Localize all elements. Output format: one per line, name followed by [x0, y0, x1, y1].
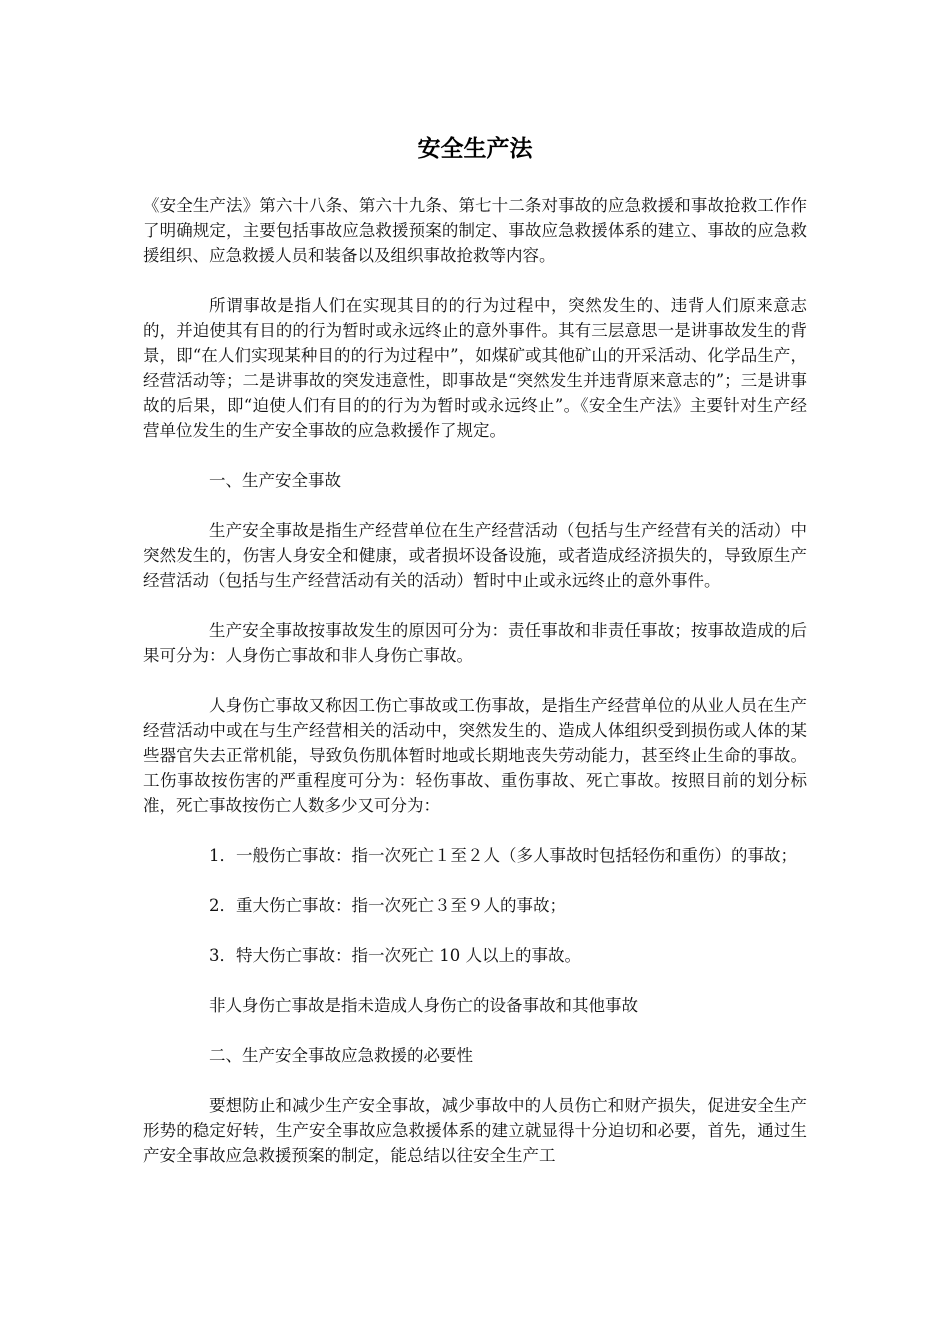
paragraph-accident-definition: 所谓事故是指人们在实现其目的的行为过程中，突然发生的、违背人们原来意志的，并迫使其有目的的行为暂时或永远终止的意外事件。其有三层意思一是讲事故发生的背景，即“在人们实现某种目的的行为过程中”，如煤矿或其他矿山的开采活动、化学品生产，经营活动等；二是讲事故的突发违意性，即事故是“突然发生并违背原来意志的”；三是讲事故的后果，即“迫使人们有目的的行为为暂时或永远终止”。《安全生产法》主要针对生产经营单位发生的生产安全事故的应急救援作了规定。 [143, 296, 807, 440]
paragraph-production-accident: 生产安全事故是指生产经营单位在生产经营活动（包括与生产经营有关的活动）中突然发生的，伤害人身安全和健康，或者损坏设备设施，或者造成经济损失的，导致原生产经营活动（包括与生产经营活动有关的活动）暂时中止或永远终止的意外事件。 [143, 521, 807, 590]
section-heading-1: 一、生产安全事故 [209, 471, 341, 490]
document-title: 安全生产法 [417, 136, 533, 162]
paragraph-classification: 生产安全事故按事故发生的原因可分为：责任事故和非责任事故；按事故造成的后果可分为：人身伤亡事故和非人身伤亡事故。 [143, 621, 807, 665]
list-item-severe: 3．特大伤亡事故：指一次死亡 10 人以上的事故。 [209, 946, 581, 965]
document-body [143, 193, 807, 1193]
paragraph-injury-accident: 人身伤亡事故又称因工伤亡事故或工伤事故，是指生产经营单位的从业人员在生产经营活动中或在与生产经营相关的活动中，突然发生的、造成人体组织受到损伤或人体的某些器官失去正常机能，导致负伤肌体暂时地或长期地丧失劳动能力，甚至终止生命的事故。工伤事故按伤害的严重程度可分为：轻伤事故、重伤事故、死亡事故。按照目前的划分标准，死亡事故按伤亡人数多少又可分为： [143, 696, 807, 815]
section-heading-2: 二、生产安全事故应急救援的必要性 [209, 1046, 473, 1065]
list-item-general: 1．一般伤亡事故：指一次死亡１至２人（多人事故时包括轻伤和重伤）的事故； [209, 846, 797, 865]
paragraph-intro: 《安全生产法》第六十八条、第六十九条、第七十二条对事故的应急救援和事故抢救工作作了明确规定，主要包括事故应急救援预案的制定、事故应急救援体系的建立、事故的应急救援组织、应急救援人员和装备以及组织事故抢救等内容。 [143, 196, 807, 265]
paragraph-non-injury: 非人身伤亡事故是指未造成人身伤亡的设备事故和其他事故 [209, 996, 638, 1015]
paragraph-necessity: 要想防止和减少生产安全事故，减少事故中的人员伤亡和财产损失，促进安全生产形势的稳定好转，生产安全事故应急救援体系的建立就显得十分迫切和必要，首先，通过生产安全事故应急救援预案的制定，能总结以往安全生产工 [143, 1096, 807, 1165]
list-item-major: 2．重大伤亡事故：指一次死亡３至９人的事故； [209, 896, 566, 915]
